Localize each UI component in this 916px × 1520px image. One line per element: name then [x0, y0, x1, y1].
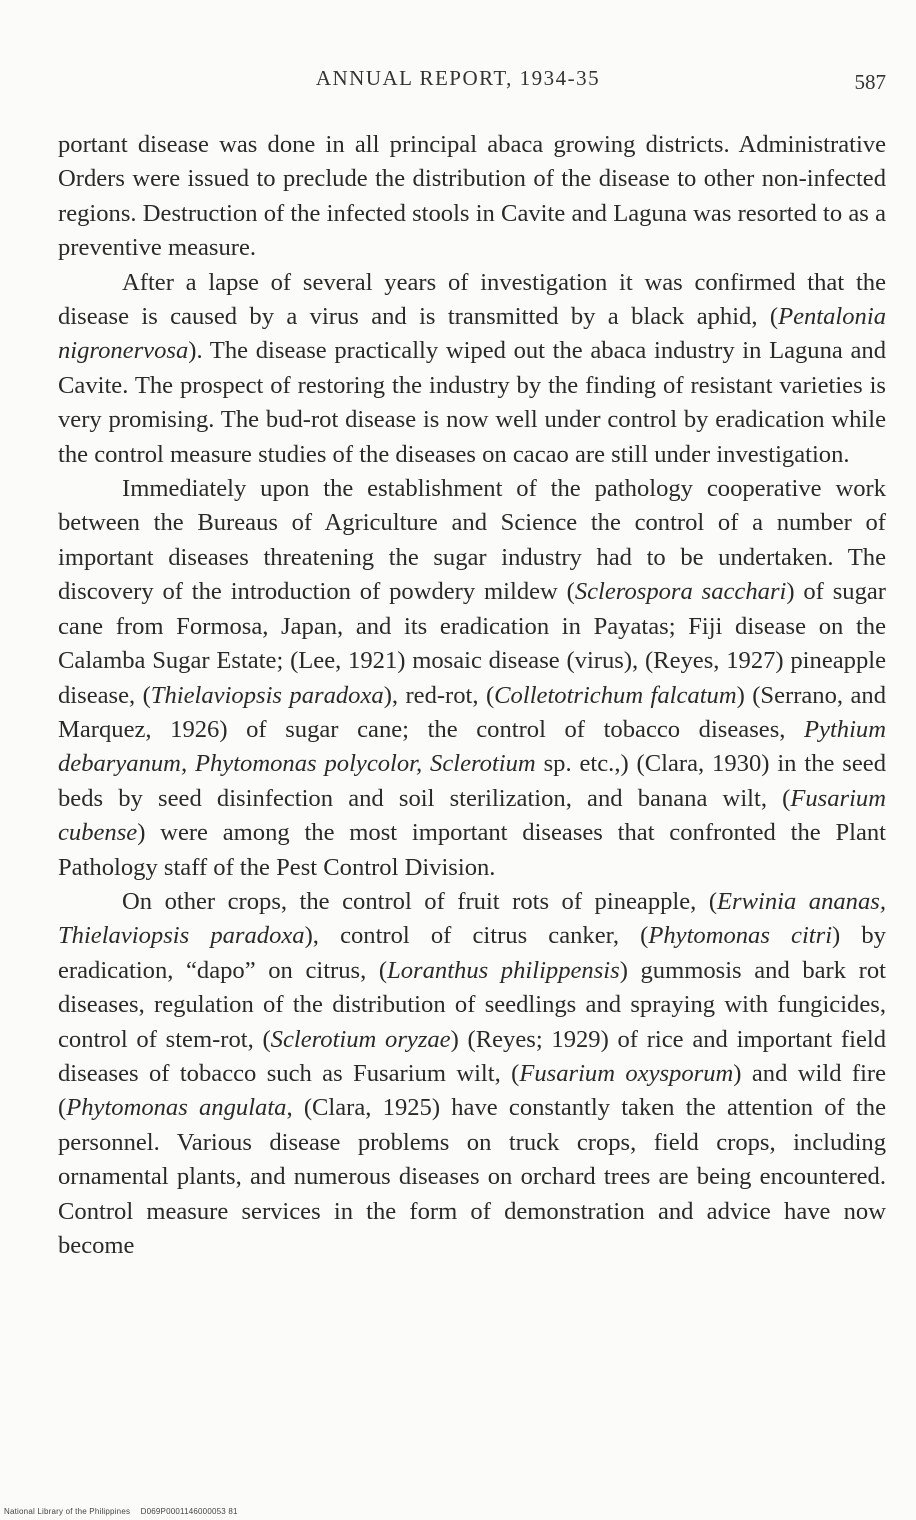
species-name: Pentalonia nigronervosa [58, 303, 886, 365]
paragraph-4 [58, 885, 886, 1263]
text-run: Immediately upon the establishment of the pathology cooperative work between the Bureaus of Agriculture and Science the control of a number of important diseases threatening the sugar industry had to be undertaken. The discovery of the introduction of powdery mildew ( [58, 475, 886, 606]
species-name: Phytomonas citri [648, 922, 833, 950]
running-title: ANNUAL REPORT, 1934-35 [315, 66, 601, 90]
page-header [0, 62, 916, 102]
species-name: Thielaviopsis paradoxa [150, 681, 384, 709]
paragraph-3 [58, 472, 886, 885]
text-run: ) were among the most important diseases that confronted the Plant Pathology staff of the Pest Control Division. [58, 819, 886, 881]
text-run: sp. etc.,) (Clara, 1930) in the seed beds by seed disinfection and soil sterilization, and banana wilt, ( [58, 750, 886, 812]
body-text [58, 128, 886, 1263]
text-run: ) of sugar cane from Formosa, Japan, and its eradication in Payatas; Fiji disease on the Calamba Sugar Estate; (Lee, 1921) mosaic disease (virus), (Reyes, 1927) pineapple disease, ( [58, 578, 886, 709]
text-run: portant disease was done in all principal abaca growing districts. Administrative Orders were issued to preclude the distribution of the disease to other non-infected regions. Destruction of the infected stools in Cavite and Laguna was resorted to as a preventive measure. [58, 131, 886, 262]
paragraph-2 [58, 266, 886, 472]
footer-stamp [4, 1507, 238, 1516]
footer-library: National Library of the Philippines [4, 1507, 131, 1516]
species-name: Phytomonas angulata [66, 1094, 287, 1122]
footer-code: D069P0001146000053 81 [140, 1507, 238, 1516]
text-run: ), red-rot, ( [383, 681, 495, 709]
page-number: 587 [854, 70, 886, 94]
text-run: ) and wild fire ( [58, 1059, 887, 1122]
text-run: On other crops, the control of fruit rots of pineapple, ( [122, 887, 718, 915]
species-name: Fusarium oxysporum [519, 1059, 734, 1087]
text-run: ) by eradication, “dapo” on citrus, ( [58, 922, 886, 984]
species-name: Loranthus philippensis [387, 956, 620, 984]
text-run: ). The disease practically wiped out the abaca industry in Laguna and Cavite. The prospect of restoring the industry by the finding of resistant varieties is very promising. The bud-rot disease is now well under control by eradication while the control measure studies of the diseases on cacao are still under investigation. [58, 337, 886, 468]
text-run: ) (Serrano, and Marquez, 1926) of sugar cane; the control of tobacco diseases, [58, 681, 886, 743]
species-name: Pythium debaryanum, Phytomonas polycolor, Sclerotium [58, 715, 886, 778]
text-run: ) (Reyes; 1929) of rice and important field diseases of tobacco such as Fusarium wilt, ( [58, 1025, 886, 1087]
text-run: ) gummosis and bark rot diseases, regulation of the distribution of seedlings and spraying with fungicides, control of stem-rot, ( [58, 956, 886, 1053]
text-run: After a lapse of several years of investigation it was confirmed that the disease is caused by a virus and is transmitted by a black aphid, ( [58, 268, 886, 331]
species-name: Sclerotium oryzae [270, 1025, 451, 1053]
paragraph-1 [58, 128, 886, 266]
text-run: ), control of citrus canker, ( [304, 922, 649, 950]
species-name: Erwinia ananas, Thielaviopsis paradoxa [58, 887, 886, 950]
species-name: Fusarium cubense [58, 784, 886, 847]
text-run: , (Clara, 1925) have constantly taken the attention of the personnel. Various disease problems on truck crops, field crops, including ornamental plants, and numerous diseases on orchard trees are being encountered. Control measure services in the form of demonstration and advice have now become [58, 1094, 886, 1259]
species-name: Sclerospora sacchari [574, 578, 787, 606]
species-name: Colletotrichum falcatum [494, 681, 737, 709]
